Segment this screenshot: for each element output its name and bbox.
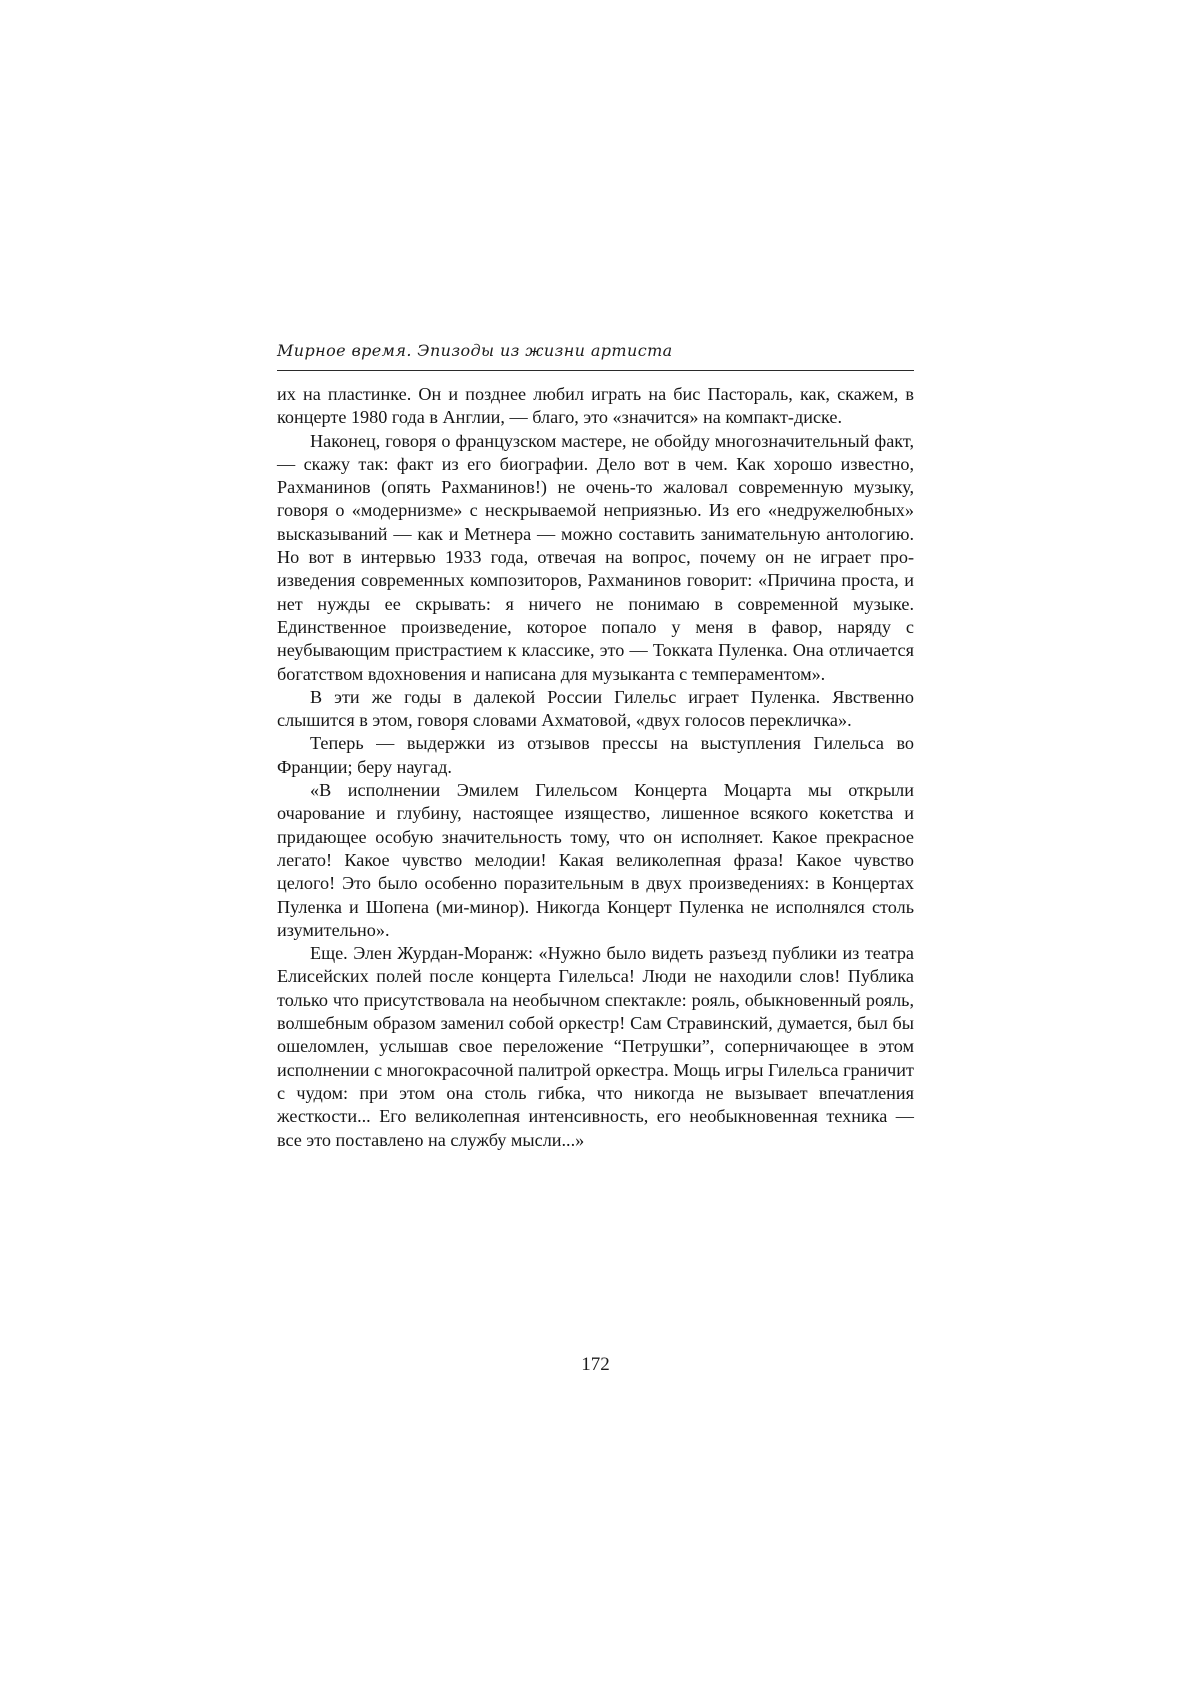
paragraph-5: «В исполнении Эмилем Гилельсом Концерта Моцарта мы открыли очарование и глубину, настоящее изящество, лишенное всякого кокетства и придающее особую значительность тому, что он исполняет. Какое прекрасное легато! Какое чувство мелодии! Какая великолепная фраза! Какое чувство целого! Это было особенно поразительным в двух произведениях: в Концертах Пуленка и Шопена (ми-минор). Никогда Концерт Пуленка не исполнялся столь изумительно». — [277, 780, 914, 940]
paragraph-6: Еще. Элен Журдан-Моранж: «Нужно было видеть разъезд публики из театра Елисейских полей после концерта Гилельса! Люди не находили слов! Публика только что присутствовала на необычном спектакле: рояль, обыкновенный рояль, волшебным образом заменил собой оркестр! Сам Стравинский, думается, был бы ошеломлен, услышав свое переложение “Петрушки”, соперничающее в этом исполнении с многокрасочной палитрой оркестра. Мощь игры Гилельса граничит с чудом: при этом она столь гибка, что никогда не вызывает впечатления жесткости... Его великолепная интенсивность, его необыкновенная техника — все это поставлено на службу мысли...» — [277, 943, 914, 1150]
paragraph-2: Наконец, говоря о французском мастере, не обойду многозначительный факт, — скажу так: факт из его биографии. Дело вот в чем. Как хорошо известно, Рахманинов (опять Рахманинов!) не очень-то жаловал современную музыку, говоря о «модернизме» с нескрываемой неприязнью. Из его «недружелюбных» высказываний — как и Метнера — можно составить занимательную антологию. Но вот в интервью 1933 года, отвечая на вопрос, почему он не играет произведения современных композиторов, Рахманинов говорит: «Причина проста, и нет нужды ее скрывать: я ничего не понимаю в современной музыке. Единственное произведение, которое попало у меня в фавор, наряду с неубывающим пристрастием к классике, это — Токката Пуленка. Она отличается богатством вдохновения и написана для музыканта с темпераментом». — [277, 430, 914, 684]
page-number: 172 — [581, 1354, 610, 1375]
body-text — [277, 383, 914, 1152]
paragraph-3: В эти же годы в далекой России Гилельс играет Пуленка. Явственно слышится в этом, говоря словами Ахматовой, «двух голосов перекличка». — [277, 686, 914, 731]
header-rule — [277, 370, 914, 371]
running-head: Мирное время. Эпизоды из жизни артиста — [277, 341, 673, 360]
paragraph-4: Теперь — выдержки из отзывов прессы на выступления Гилельса во Франции; беру наугад. — [277, 733, 914, 777]
paragraph-1: их на пластинке. Он и позднее любил играть на бис Пастораль, как, скажем, в концерте 1980 года в Англии, — благо, это «значится» на компакт-диске. — [277, 384, 914, 428]
